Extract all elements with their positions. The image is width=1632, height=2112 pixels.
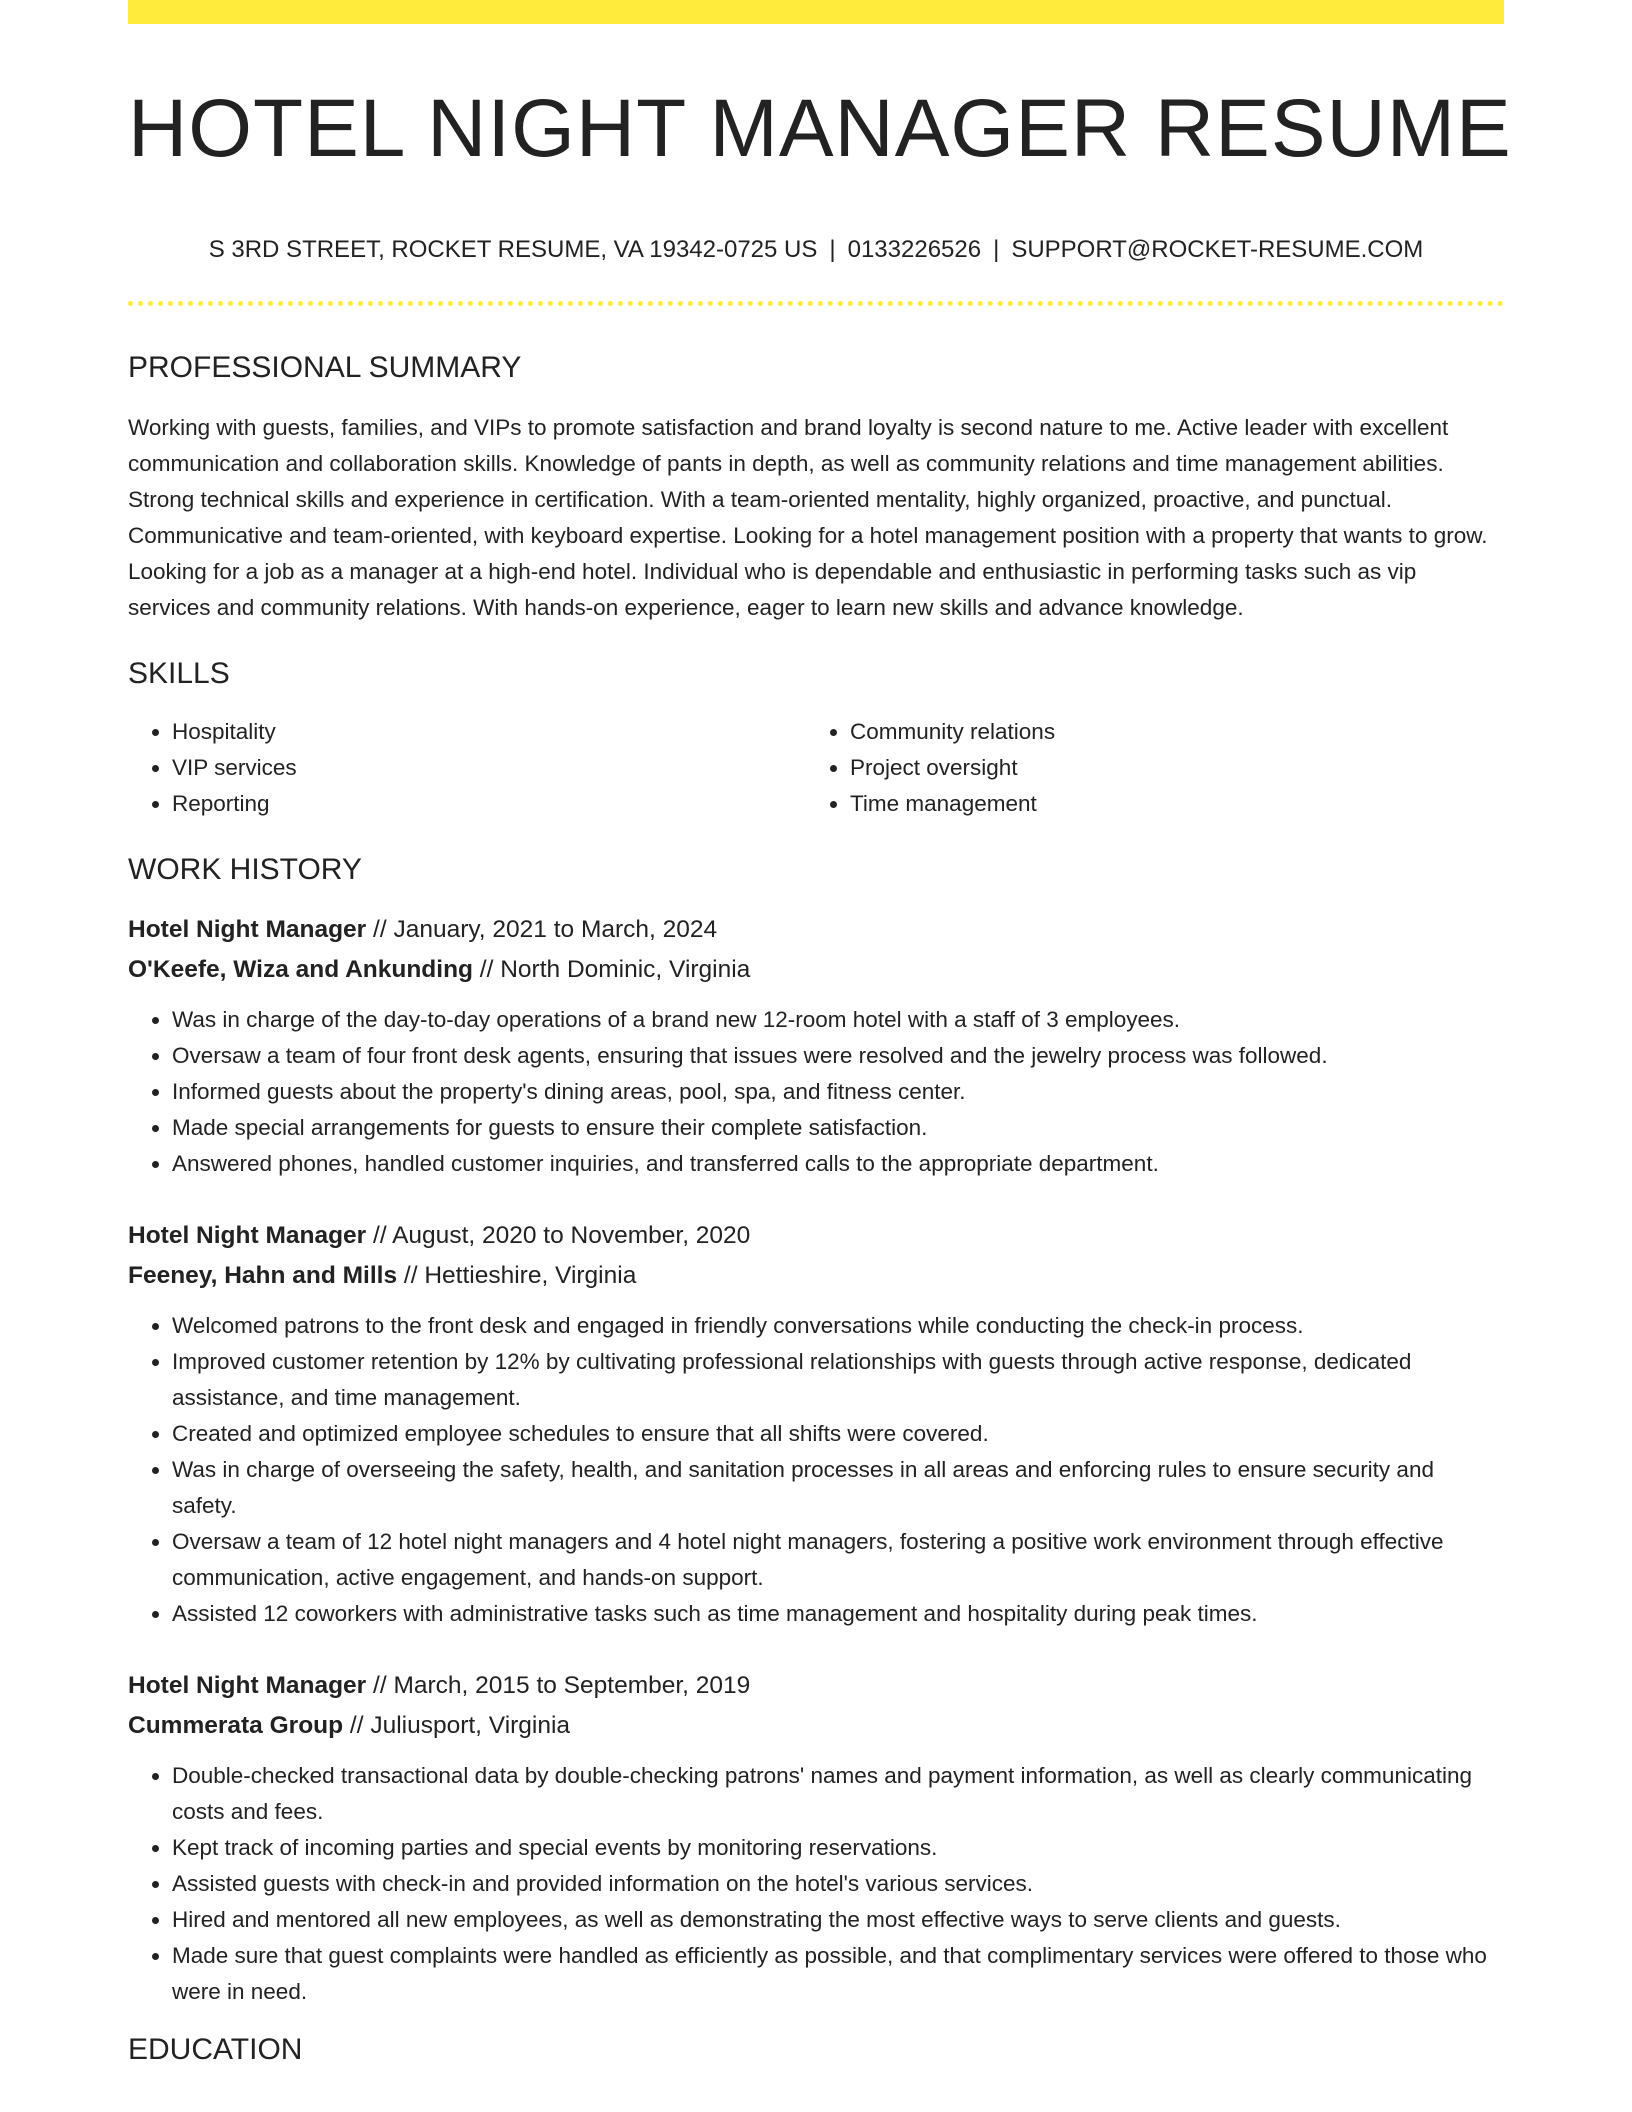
job-company-line — [128, 1706, 1504, 1746]
job-company-line — [128, 950, 1504, 990]
job-company: Cummerata Group — [128, 1711, 344, 1739]
job-dates: // March, 2015 to September, 2019 — [366, 1671, 751, 1699]
skills-list — [128, 714, 1504, 822]
work-history-heading: WORK HISTORY — [128, 852, 362, 886]
job-location: // Hettieshire, Virginia — [397, 1261, 637, 1289]
summary-heading: PROFESSIONAL SUMMARY — [128, 350, 522, 384]
contact-phone: 0133226526 — [847, 236, 982, 264]
job-title: Hotel Night Manager — [128, 1671, 367, 1699]
job-bullets — [128, 1308, 1504, 1632]
job-entry — [128, 910, 1504, 1182]
dotted-divider — [128, 301, 1504, 306]
job-dates: // August, 2020 to November, 2020 — [366, 1221, 751, 1249]
job-bullet: • Improved customer retention by 12% by cultivating professional relationships with guests through active response, dedicated assistance, and time management. — [172, 1344, 1504, 1416]
job-bullet: • Created and optimized employee schedules to ensure that all shifts were covered. — [172, 1416, 1504, 1452]
job-entry — [128, 1216, 1504, 1632]
job-bullets — [128, 1758, 1504, 2010]
job-title: Hotel Night Manager — [128, 915, 367, 943]
skills-column-left — [128, 714, 806, 822]
job-bullet: • Assisted guests with check-in and provided information on the hotel's various services. — [172, 1866, 1504, 1902]
skill-item: • Reporting — [172, 786, 806, 822]
skills-heading: SKILLS — [128, 656, 230, 690]
job-entry — [128, 1666, 1504, 2010]
contact-address: S 3RD STREET, ROCKET RESUME, VA 19342-0725 US — [208, 236, 818, 264]
job-company: O'Keefe, Wiza and Ankunding — [128, 955, 473, 983]
skills-column-right — [806, 714, 1484, 822]
skill-item: • Project oversight — [850, 750, 1484, 786]
job-bullet: • Answered phones, handled customer inquiries, and transferred calls to the appropriate department. — [172, 1146, 1504, 1182]
accent-top-bar — [128, 0, 1504, 24]
job-bullet: • Oversaw a team of 12 hotel night managers and 4 hotel night managers, fostering a positive work environment through effective communication, active engagement, and hands-on support. — [172, 1524, 1504, 1596]
job-dates: // January, 2021 to March, 2024 — [366, 915, 718, 943]
job-bullet: • Was in charge of the day-to-day operations of a brand new 12-room hotel with a staff of 3 employees. — [172, 1002, 1504, 1038]
job-title-line — [128, 1666, 1504, 1706]
resume-title: HOTEL NIGHT MANAGER RESUME — [128, 83, 1512, 174]
summary-text: Working with guests, families, and VIPs to promote satisfaction and brand loyalty is second nature to me. Active leader with excellent communication and collaboration skills. Knowledge of pants in depth, as well as community relations and time management abilities. Strong technical skills and experience in certification. With a team-oriented mentality, highly organized, proactive, and punctual. Communicative and team-oriented, with keyboard expertise. Looking for a hotel management position with a property that wants to grow. Looking for a job as a manager at a high-end hotel. Individual who is dependable and enthusiastic in performing tasks such as vip services and community relations. With hands-on experience, eager to learn new skills and advance knowledge. — [128, 414, 1488, 620]
job-title-line — [128, 1216, 1504, 1256]
resume-page — [128, 0, 1512, 2068]
skill-item: • Time management — [850, 786, 1484, 822]
job-bullet: • Kept track of incoming parties and special events by monitoring reservations. — [172, 1830, 1504, 1866]
job-location: // North Dominic, Virginia — [473, 955, 751, 983]
skill-item: • Hospitality — [172, 714, 806, 750]
skill-item: • Community relations — [850, 714, 1484, 750]
job-bullet: • Was in charge of overseeing the safety, health, and sanitation processes in all areas and enforcing rules to ensure security and safety. — [172, 1452, 1504, 1524]
contact-separator: | — [993, 236, 1000, 264]
contact-line — [128, 236, 1504, 265]
job-bullet: • Made special arrangements for guests to ensure their complete satisfaction. — [172, 1110, 1504, 1146]
job-title: Hotel Night Manager — [128, 1221, 367, 1249]
job-bullet: • Welcomed patrons to the front desk and engaged in friendly conversations while conducting the check-in process. — [172, 1308, 1504, 1344]
job-title-line — [128, 910, 1504, 950]
job-location: // Juliusport, Virginia — [343, 1711, 571, 1739]
job-bullet: • Hired and mentored all new employees, as well as demonstrating the most effective ways to serve clients and guests. — [172, 1902, 1504, 1938]
education-heading: EDUCATION — [128, 2032, 303, 2066]
job-company-line — [128, 1256, 1504, 1296]
job-bullet: • Made sure that guest complaints were handled as efficiently as possible, and that complimentary services were offered to those who were in need. — [172, 1938, 1504, 2010]
job-company: Feeney, Hahn and Mills — [128, 1261, 398, 1289]
contact-separator: | — [829, 236, 836, 264]
job-bullet: • Oversaw a team of four front desk agents, ensuring that issues were resolved and the jewelry process was followed. — [172, 1038, 1504, 1074]
job-bullet: • Assisted 12 coworkers with administrative tasks such as time management and hospitality during peak times. — [172, 1596, 1504, 1632]
skill-item: • VIP services — [172, 750, 806, 786]
job-bullets — [128, 1002, 1504, 1182]
contact-email: SUPPORT@ROCKET-RESUME.COM — [1011, 236, 1424, 264]
job-bullet: • Double-checked transactional data by double-checking patrons' names and payment information, as well as clearly communicating costs and fees. — [172, 1758, 1504, 1830]
job-bullet: • Informed guests about the property's dining areas, pool, spa, and fitness center. — [172, 1074, 1504, 1110]
